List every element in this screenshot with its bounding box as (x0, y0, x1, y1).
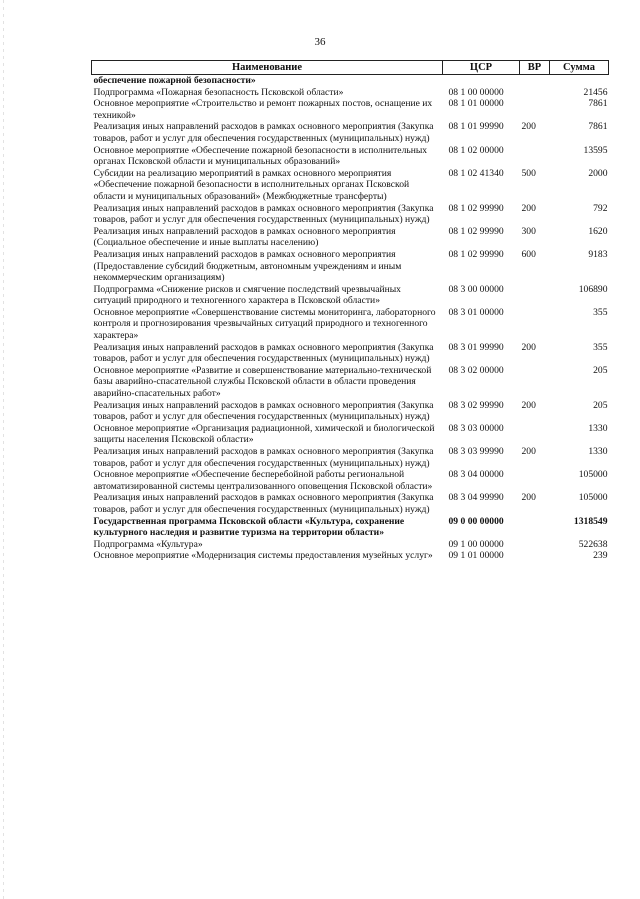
table-row (92, 307, 609, 342)
cell-vr: 200 (521, 446, 536, 457)
cell-name: Реализация иных направлений расходов в рамках основного мероприятия (Социальное обеспечение и иные выплаты населению) (93, 225, 396, 249)
cell-vr (520, 307, 550, 342)
cell-name: Реализация иных направлений расходов в рамках основного мероприятия (Закупка товаров, работ и услуг для обеспечения государственных (муниципальных) нужд) (93, 399, 434, 423)
cell-sum: 522638 (578, 538, 608, 550)
cell-csr: 08 3 03 99990 (448, 446, 504, 457)
cell-name: Подпрограмма «Снижение рисков и смягчение последствий чрезвычайных ситуаций природного и техногенного характера в Псковской области» (93, 283, 401, 307)
cell-name: Реализация иных направлений расходов в рамках основного мероприятия (Закупка товаров, работ и услуг для обеспечения государственных (муниципальных) нужд) (93, 202, 434, 226)
cell-csr: 08 3 02 99990 (448, 399, 504, 411)
cell-sum: 792 (593, 202, 608, 214)
table-row (92, 492, 609, 515)
cell-vr (520, 539, 550, 551)
table-row (92, 516, 609, 539)
cell-csr: 08 1 02 41340 (448, 167, 504, 179)
cell-sum: 1330 (588, 422, 608, 434)
table-row (92, 145, 609, 168)
cell-sum: 13595 (583, 144, 608, 156)
cell-sum: 21456 (583, 86, 608, 98)
cell-name: Реализация иных направлений расходов в рамках основного мероприятия (Закупка товаров, работ и услуг для обеспечения государственных (муниципальных) нужд) (93, 341, 434, 365)
cell-sum: 7861 (588, 121, 608, 133)
cell-name: обеспечение пожарной безопасности» (93, 75, 256, 86)
cell-sum: 239 (593, 550, 608, 562)
cell-vr: 500 (521, 167, 536, 179)
cell-sum: 1318549 (573, 515, 608, 527)
table-row (92, 342, 609, 365)
table-row (92, 423, 609, 446)
table-row (92, 203, 609, 226)
cell-vr: 200 (521, 492, 536, 504)
table-row (92, 446, 609, 469)
cell-csr: 09 1 01 00000 (448, 550, 504, 562)
page-number: 36 (314, 36, 326, 48)
cell-name: Основное мероприятие «Совершенствование системы мониторинга, лабораторного контроля и прогнозирования чрезвычайных ситуаций природного и техногенного характера» (93, 306, 436, 342)
header-sum: Сумма (550, 61, 609, 75)
cell-csr: 08 1 00 00000 (448, 86, 504, 98)
cell-csr: 09 1 00 00000 (448, 538, 504, 550)
cell-vr (520, 365, 550, 400)
cell-csr: 08 3 00 00000 (448, 283, 504, 295)
cell-sum: 355 (593, 306, 608, 318)
cell-vr: 300 (521, 225, 536, 237)
cell-csr: 08 3 03 00000 (448, 422, 504, 434)
cell-vr (520, 284, 550, 307)
cell-name: Реализация иных направлений расходов в рамках основного мероприятия (Закупка товаров, работ и услуг для обеспечения государственных (муниципальных) нужд) (93, 492, 434, 515)
table-row (92, 249, 609, 284)
table-row (92, 226, 609, 249)
cell-csr (443, 75, 520, 87)
budget-table (91, 60, 609, 562)
cell-sum: 7861 (588, 98, 608, 110)
table-row (92, 98, 609, 121)
cell-name: Подпрограмма «Пожарная безопасность Псковской области» (93, 86, 344, 98)
cell-csr: 08 3 01 99990 (448, 341, 504, 353)
cell-name: Основное мероприятие «Организация радиационной, химической и биологической защиты населения Псковской области» (93, 422, 435, 446)
cell-sum: 105000 (578, 469, 608, 481)
cell-vr (520, 75, 550, 87)
cell-csr: 08 1 01 99990 (448, 121, 504, 133)
cell-name: Основное мероприятие «Обеспечение бесперебойной работы региональной автоматизированной системы централизованного оповещения Псковской области» (93, 469, 433, 492)
cell-vr: 600 (521, 248, 536, 260)
header-csr: ЦСР (443, 61, 520, 75)
cell-sum (550, 75, 609, 87)
table-row (92, 469, 609, 492)
table-row (92, 284, 609, 307)
table-row (92, 75, 609, 87)
cell-csr: 08 1 02 00000 (448, 144, 504, 156)
table-row (92, 400, 609, 423)
cell-csr: 08 3 04 99990 (448, 492, 504, 504)
cell-vr: 200 (521, 202, 536, 214)
cell-name: Подпрограмма «Культура» (93, 538, 203, 550)
cell-name: Основное мероприятие «Строительство и ремонт пожарных постов, оснащение их техникой» (93, 98, 433, 121)
cell-sum: 105000 (578, 492, 608, 504)
cell-csr: 08 1 01 00000 (448, 98, 504, 110)
cell-sum: 106890 (578, 283, 608, 295)
table-row (92, 550, 609, 562)
table-header-row (92, 61, 609, 75)
cell-csr: 08 3 04 00000 (448, 469, 504, 481)
cell-name: Основное мероприятие «Обеспечение пожарной безопасности в исполнительных органах Псковской области и муниципальных образований» (93, 144, 428, 168)
cell-name: Реализация иных направлений расходов в рамках основного мероприятия (Закупка товаров, работ и услуг для обеспечения государственных (муниципальных) нужд) (93, 121, 434, 144)
cell-csr: 08 3 02 00000 (448, 364, 504, 376)
cell-sum: 205 (593, 364, 608, 376)
table-row (92, 365, 609, 400)
cell-name: Реализация иных направлений расходов в рамках основного мероприятия (Закупка товаров, работ и услуг для обеспечения государственных (муниципальных) нужд) (93, 446, 434, 469)
table-row (92, 168, 609, 203)
header-name: Наименование (92, 61, 443, 75)
cell-name: Реализация иных направлений расходов в рамках основного мероприятия (Предоставление субсидий бюджетным, автономным учреждениям и иным некоммерческим организациям) (93, 248, 402, 284)
cell-csr: 08 3 01 00000 (448, 306, 504, 318)
cell-sum: 2000 (588, 167, 608, 179)
cell-vr (520, 87, 550, 99)
cell-vr (520, 516, 550, 539)
cell-name: Субсидии на реализацию мероприятий в рамках основного мероприятия «Обеспечение пожарной безопасности в исполнительных органах Псковской области и муниципальных образований» (Межбюджетные трансферты) (93, 167, 410, 202)
table-row (92, 87, 609, 99)
cell-csr: 08 1 02 99990 (448, 202, 504, 214)
cell-name: Основное мероприятие «Модернизация системы предоставления музейных услуг» (93, 550, 433, 562)
cell-csr: 08 1 02 99990 (448, 248, 504, 260)
cell-vr: 200 (521, 341, 536, 353)
cell-name: Государственная программа Псковской области «Культура, сохранение культурного наследия и развитие туризма на территории области» (93, 515, 405, 539)
cell-vr: 200 (521, 121, 536, 133)
cell-sum: 205 (593, 399, 608, 411)
cell-name: Основное мероприятие «Развитие и совершенствование материально-технической базы аварийно-спасательной службы Псковской области в области проведения аварийно-спасательных работ» (93, 364, 432, 400)
cell-vr (520, 469, 550, 492)
header-vr: ВР (520, 61, 550, 75)
cell-vr (520, 145, 550, 168)
cell-vr (520, 98, 550, 121)
cell-sum: 355 (593, 341, 608, 353)
scan-edge-artifact (3, 0, 4, 899)
cell-vr (520, 423, 550, 446)
table-row (92, 539, 609, 551)
table-body (92, 75, 609, 562)
cell-sum: 1330 (588, 446, 608, 457)
cell-sum: 9183 (588, 248, 608, 260)
cell-csr: 08 1 02 99990 (448, 225, 504, 237)
cell-csr: 09 0 00 00000 (448, 515, 504, 527)
cell-vr: 200 (521, 399, 536, 411)
cell-vr (520, 550, 550, 562)
cell-sum: 1620 (588, 225, 608, 237)
table-row (92, 121, 609, 144)
